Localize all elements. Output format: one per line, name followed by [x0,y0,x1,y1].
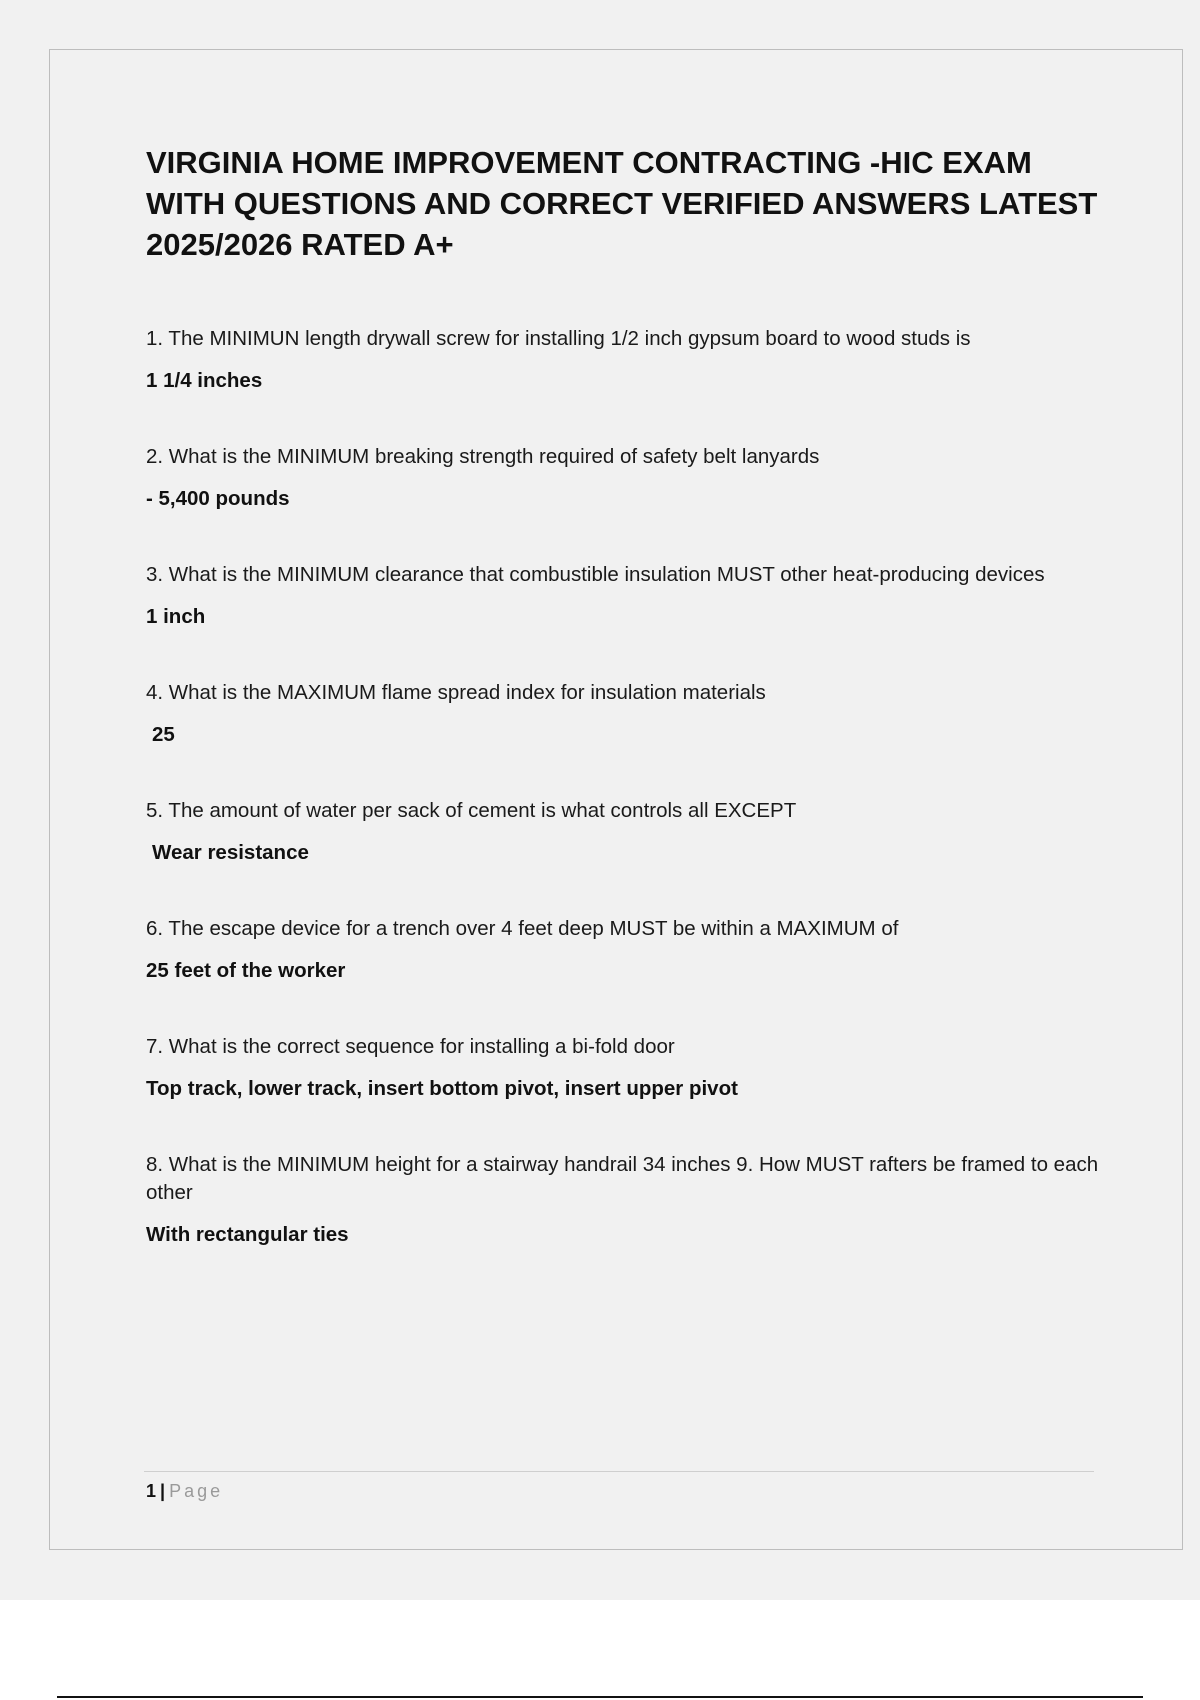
question-text: 6. The escape device for a trench over 4 feet deep MUST be within a MAXIMUM of [146,917,899,940]
page-content [146,142,1106,1297]
question-text: 5. The amount of water per sack of cement is what controls all EXCEPT [146,799,797,822]
qa-item-7 [146,1033,1106,1103]
document-title: VIRGINIA HOME IMPROVEMENT CONTRACTING -HIC EXAM WITH QUESTIONS AND CORRECT VERIFIED ANSWERS LATEST 2025/2026 RATED A+ [146,145,1098,262]
bottom-rule [57,1696,1143,1698]
question-text: 4. What is the MAXIMUM flame spread index for insulation materials [146,681,766,704]
page-number: 1 [146,1481,157,1501]
question-text: 3. What is the MINIMUM clearance that combustible insulation MUST other heat-producing devices [146,563,1045,586]
question-text: 7. What is the correct sequence for installing a bi-fold door [146,1035,675,1058]
answer-text: With rectangular ties [146,1223,349,1246]
qa-item-4 [146,679,1106,749]
qa-item-8 [146,1151,1106,1249]
qa-item-5 [146,797,1106,867]
question-text: 2. What is the MINIMUM breaking strength required of safety belt lanyards [146,445,820,468]
page-footer [146,1478,223,1504]
footer-separator: | [160,1481,166,1501]
qa-list [146,325,1106,1249]
answer-text: Wear resistance [152,841,309,864]
answer-text: 25 feet of the worker [146,959,346,982]
answer-text: Top track, lower track, insert bottom pivot, insert upper pivot [146,1077,738,1100]
footer-divider [144,1471,1094,1472]
qa-item-2 [146,443,1106,513]
answer-text: 1 inch [146,605,206,628]
answer-text: 25 [152,723,175,746]
qa-item-3 [146,561,1106,631]
page-label: Page [169,1481,224,1501]
question-text: 1. The MINIMUN length drywall screw for installing 1/2 inch gypsum board to wood studs is [146,327,971,350]
answer-text: - 5,400 pounds [146,487,290,510]
qa-item-6 [146,915,1106,985]
qa-item-1 [146,325,1106,395]
question-text: 8. What is the MINIMUM height for a stairway handrail 34 inches 9. How MUST rafters be framed to each other [146,1153,1099,1204]
document-page [49,49,1183,1550]
answer-text: 1 1/4 inches [146,369,263,392]
